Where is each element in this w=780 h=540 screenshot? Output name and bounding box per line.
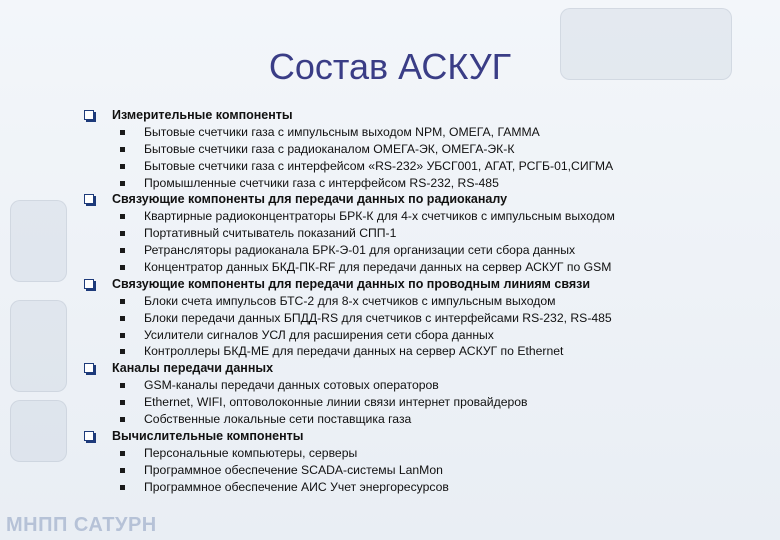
square-bullet-icon [120,349,125,354]
list-item: Бытовые счетчики газа с интерфейсом «RS-232» УБСГ001, АГАТ, РСГБ-01,СИГМА [84,158,724,175]
list-item: Концентратор данных БКД-ПК-RF для передачи данных на сервер АСКУГ по GSM [84,259,724,276]
section-heading-text: Связующие компоненты для передачи данных по радиоканалу [112,192,508,207]
checkbox-bullet-icon [84,194,94,204]
list-item: Портативный считыватель показаний СПП-1 [84,225,724,242]
square-bullet-icon [120,333,125,338]
section-heading [84,428,724,445]
checkbox-bullet-icon [84,431,94,441]
slide-title: Состав АСКУГ [268,46,512,87]
square-bullet-icon [120,265,125,270]
background-meter-image [10,300,67,392]
square-bullet-icon [120,485,125,490]
list-item: Усилители сигналов УСЛ для расширения сети сбора данных [84,327,724,344]
section-heading [84,191,724,208]
list-item: Квартирные радиоконцентраторы БРК-К для 4-х счетчиков с импульсным выходом [84,208,724,225]
section-heading [84,360,724,377]
list-item: Бытовые счетчики газа с импульсным выходом NPM, ОМЕГА, ГАММА [84,124,724,141]
list-item: Собственные локальные сети поставщика газа [84,411,724,428]
square-bullet-icon [120,400,125,405]
section-heading-text: Связующие компоненты для передачи данных по проводным линиям связи [112,276,591,291]
checkbox-bullet-icon [84,363,94,373]
square-bullet-icon [120,417,125,422]
square-bullet-icon [120,164,125,169]
square-bullet-icon [120,231,125,236]
list-item: Персональные компьютеры, серверы [84,445,724,462]
square-bullet-icon [120,316,125,321]
list-item: Программное обеспечение SCADA-системы LanMon [84,462,724,479]
square-bullet-icon [120,248,125,253]
list-item: Ethernet, WIFI, оптоволоконные линии связи интернет провайдеров [84,394,724,411]
list-item: Программное обеспечение АИС Учет энергоресурсов [84,479,724,496]
section-heading [84,276,724,293]
component-list [84,107,724,495]
list-item: Контроллеры БКД-МЕ для передачи данных на сервер АСКУГ по Ethernet [84,343,724,360]
list-item: Блоки передачи данных БПДД-RS для счетчиков с интерфейсами RS-232, RS-485 [84,310,724,327]
checkbox-bullet-icon [84,110,94,120]
company-watermark: МНПП САТУРН [6,514,157,536]
checkbox-bullet-icon [84,279,94,289]
square-bullet-icon [120,299,125,304]
background-meter-image [10,200,67,282]
square-bullet-icon [120,130,125,135]
square-bullet-icon [120,214,125,219]
list-item: Промышленные счетчики газа с интерфейсом RS-232, RS-485 [84,175,724,192]
section-heading-text: Измерительные компоненты [112,108,293,122]
square-bullet-icon [120,383,125,388]
square-bullet-icon [120,468,125,473]
list-item: Ретрансляторы радиоканала БРК-Э-01 для организации сети сбора данных [84,242,724,259]
section-heading-text: Каналы передачи данных [112,361,274,376]
square-bullet-icon [120,147,125,152]
section-heading-text: Вычислительные компоненты [112,428,304,443]
list-item: Бытовые счетчики газа с радиоканалом ОМЕГА-ЭК, ОМЕГА-ЭК-К [84,141,724,158]
square-bullet-icon [120,181,125,186]
section-heading [84,107,724,124]
background-meter-image [10,400,67,462]
list-item: GSM-каналы передачи данных сотовых операторов [84,377,724,394]
square-bullet-icon [120,451,125,456]
list-item: Блоки счета импульсов БТС-2 для 8-х счетчиков с импульсным выходом [84,293,724,310]
